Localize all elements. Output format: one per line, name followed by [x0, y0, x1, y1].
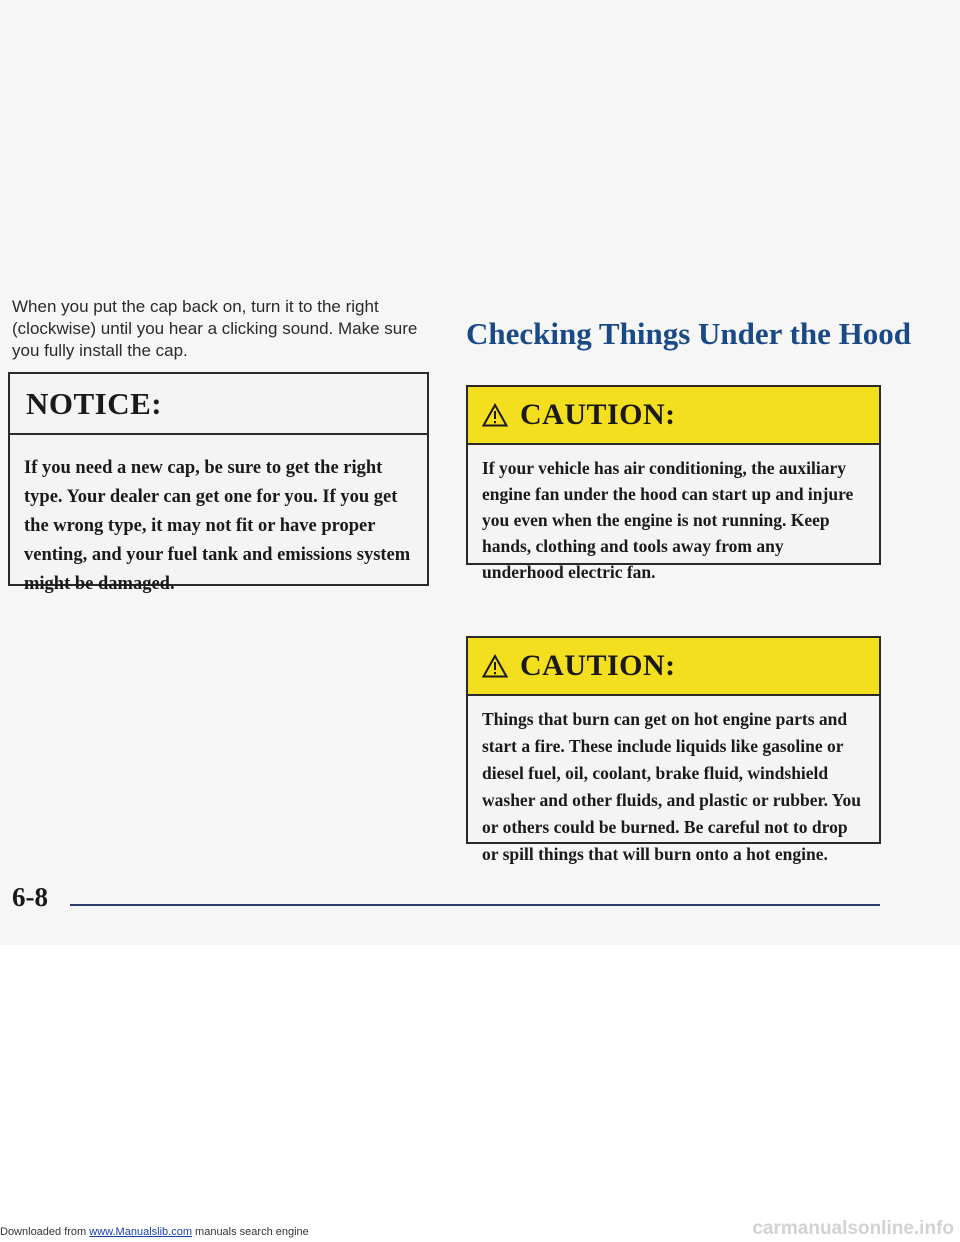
warning-triangle-icon [482, 654, 508, 678]
caution-header [468, 638, 879, 696]
caution-text: If your vehicle has air conditioning, the auxiliary engine fan under the hood can start up and injure you even when the engine is not running. Keep hands, clothing and tools away from any underhood electric fan. [482, 458, 854, 582]
download-suffix: manuals search engine [191, 1226, 309, 1238]
manualslib-link[interactable]: www.Manualslib.com [89, 1226, 192, 1238]
caution-header [468, 387, 879, 445]
section-title: Checking Things Under the Hood [466, 316, 912, 351]
page-number: 6-8 [12, 882, 48, 912]
footer-rule [70, 904, 880, 906]
caution-text: Things that burn can get on hot engine parts and start a fire. These include liquids like gasoline or diesel fuel, oil, coolant, brake fluid, windshield washer and other fluids, and plastic or rubber. You or others could be burned. Be careful not to drop or spill things that will burn onto a hot engine. [482, 709, 861, 864]
notice-heading: NOTICE: [10, 374, 427, 435]
download-prefix: Downloaded from [0, 1226, 90, 1238]
notice-text: If you need a new cap, be sure to get the right type. Your dealer can get one for you. If you get the wrong type, it may not fit or have proper venting, and your fuel tank and emissions system might be damaged. [24, 458, 411, 594]
caution-heading: CAUTION: [520, 398, 676, 431]
caution-box-fan [466, 385, 881, 582]
watermark-logo: carmanualsonline.info [752, 1218, 954, 1239]
caution-box-fire [466, 636, 881, 864]
download-attribution [0, 1226, 309, 1238]
caution-heading: CAUTION: [520, 649, 676, 682]
intro-paragraph: When you put the cap back on, turn it to the right (clockwise) until you hear a clicking sound. Make sure you fully install the cap. [12, 297, 418, 360]
notice-box [8, 372, 429, 594]
warning-triangle-icon [482, 403, 508, 427]
